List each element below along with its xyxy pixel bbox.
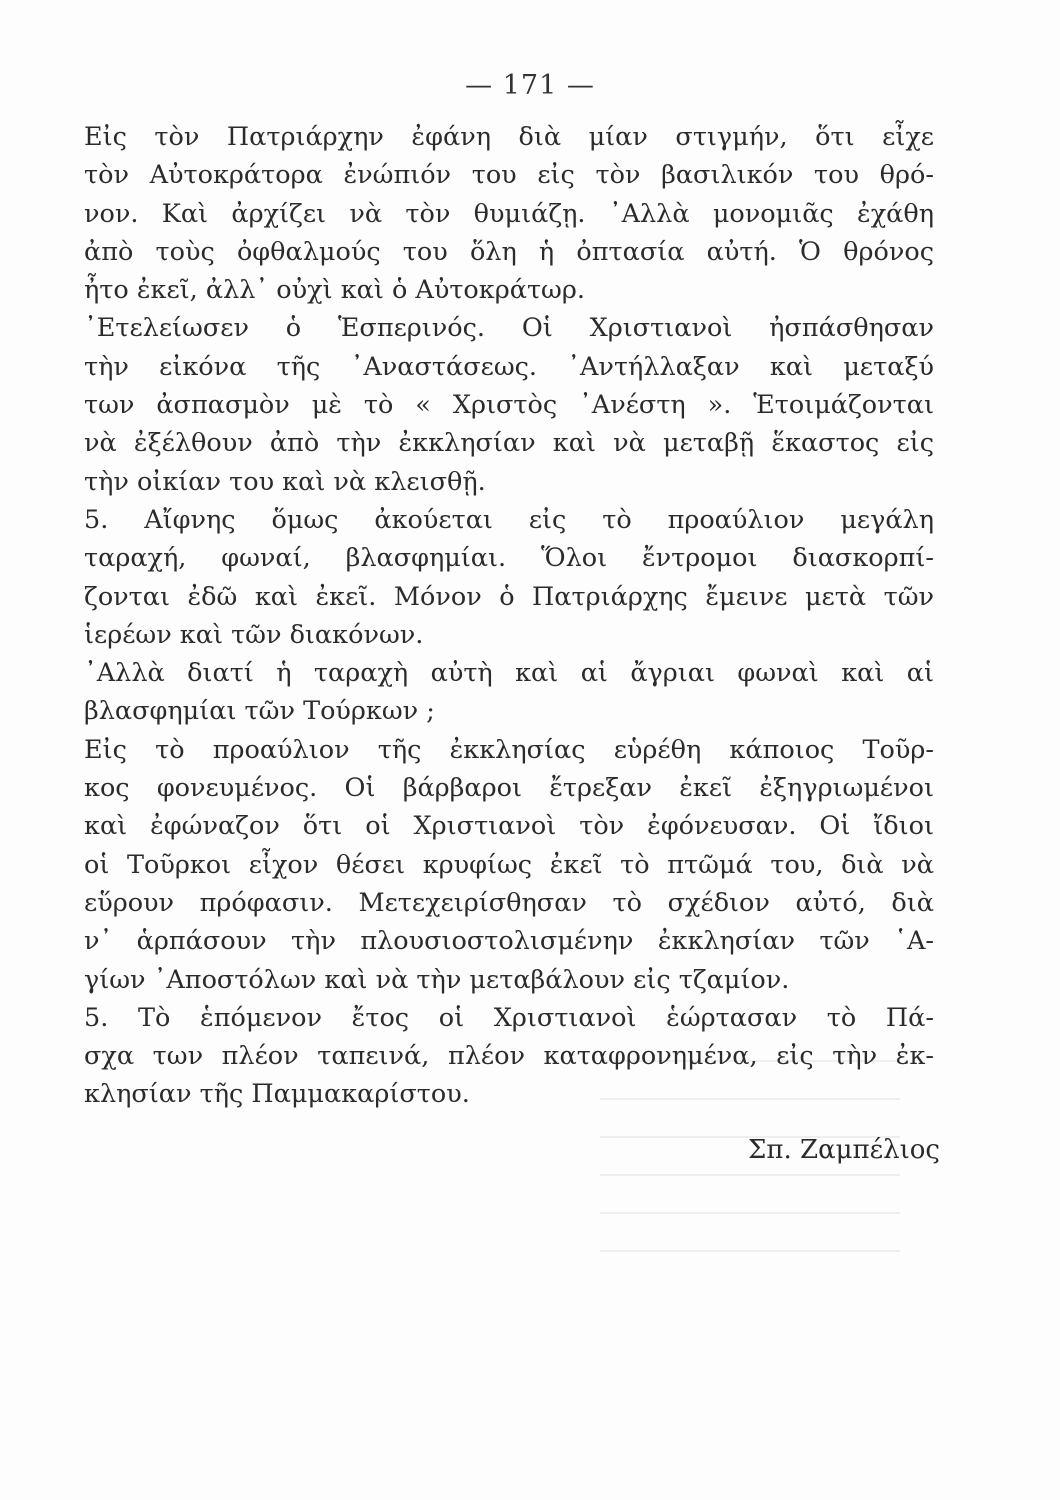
text-line: νὰ ἐξέλθουν ἀπὸ τὴν ἐκκλησίαν καὶ νὰ μεταβῇ ἕκαστος εἰς	[84, 428, 934, 459]
text-line: βλασφημίαι τῶν Τούρκων ;	[84, 696, 435, 727]
text-line: ζονται ἐδῶ καὶ ἐκεῖ. Μόνον ὁ Πατριάρχης ἔμεινε μετὰ τῶν	[84, 581, 934, 612]
text-line: 5. Αἴφνης ὅμως ἀκούεται εἰς τὸ προαύλιον μεγάλη	[84, 504, 934, 535]
author-signature: Σπ. Ζαμπέλιος	[748, 1135, 940, 1165]
body-text	[84, 118, 934, 1114]
text-line: τὴν οἰκίαν του καὶ νὰ κλεισθῇ.	[84, 466, 486, 497]
text-line: ν᾽ ἁρπάσουν τὴν πλουσιοστολισμένην ἐκκλησίαν τῶν ῾Α-	[84, 926, 934, 957]
text-line: τὸν Αὐτοκράτορα ἐνώπιόν του εἰς τὸν βασιλικόν του θρό-	[84, 160, 934, 191]
page-number: — 171 —	[465, 70, 595, 101]
text-line: ἀπὸ τοὺς ὀφθαλμούς του ὅλη ἡ ὀπτασία αὐτή. Ὁ θρόνος	[84, 236, 934, 267]
text-line: οἱ Τοῦρκοι εἶχον θέσει κρυφίως ἐκεῖ τὸ πτῶμά του, διὰ νὰ	[84, 849, 934, 880]
text-line: εὕρουν πρόφασιν. Μετεχειρίσθησαν τὸ σχέδιον αὐτό, διὰ	[84, 887, 934, 918]
text-line: Εἰς τὸ προαύλιον τῆς ἐκκλησίας εὑρέθη κάποιος Τοῦρ-	[84, 734, 934, 765]
text-line: των ἀσπασμὸν μὲ τὸ « Χριστὸς ᾿Ανέστη ». Ἑτοιμάζονται	[84, 390, 934, 421]
text-line: ἦτο ἐκεῖ, ἀλλ᾽ οὐχὶ καὶ ὁ Αὐτοκράτωρ.	[84, 275, 585, 306]
text-line: 5. Τὸ ἑπόμενον ἔτος οἱ Χριστιανοὶ ἑώρτασαν τὸ Πά-	[84, 1002, 934, 1033]
text-line: ταραχή, φωναί, βλασφημίαι. Ὅλοι ἔντρομοι διασκορπί-	[84, 543, 934, 574]
text-line: κος φονευμένος. Οἱ βάρβαροι ἔτρεξαν ἐκεῖ ἐξηγριωμένοι	[84, 773, 934, 804]
text-line: ᾿Ετελείωσεν ὁ Ἑσπερινός. Οἱ Χριστιανοὶ ἠσπάσθησαν	[84, 313, 934, 344]
text-line: τὴν εἰκόνα τῆς ᾿Αναστάσεως. ᾿Αντήλλαξαν καὶ μεταξύ	[84, 351, 934, 382]
text-line: νον. Καὶ ἀρχίζει νὰ τὸν θυμιάζῃ. ᾿Αλλὰ μονομιᾶς ἐχάθη	[84, 198, 934, 229]
text-line: ᾿Αλλὰ διατί ἡ ταραχὴ αὐτὴ καὶ αἱ ἄγριαι φωναὶ καὶ αἱ	[84, 658, 934, 689]
text-line: καὶ ἐφώναζον ὅτι οἱ Χριστιανοὶ τὸν ἐφόνευσαν. Οἱ ἴδιοι	[84, 811, 934, 842]
text-line: γίων ᾿Αποστόλων καὶ νὰ τὴν μεταβάλουν εἰς τζαμίον.	[84, 964, 790, 995]
text-line: Εἰς τὸν Πατριάρχην ἐφάνη διὰ μίαν στιγμήν, ὅτι εἶχε	[84, 122, 934, 152]
text-line: κλησίαν τῆς Παμμακαρίστου.	[84, 1079, 470, 1110]
text-line: σχα των πλέον ταπεινά, πλέον καταφρονημένα, εἰς τὴν ἐκ-	[84, 1041, 934, 1072]
text-line: ἱερέων καὶ τῶν διακόνων.	[84, 619, 424, 650]
